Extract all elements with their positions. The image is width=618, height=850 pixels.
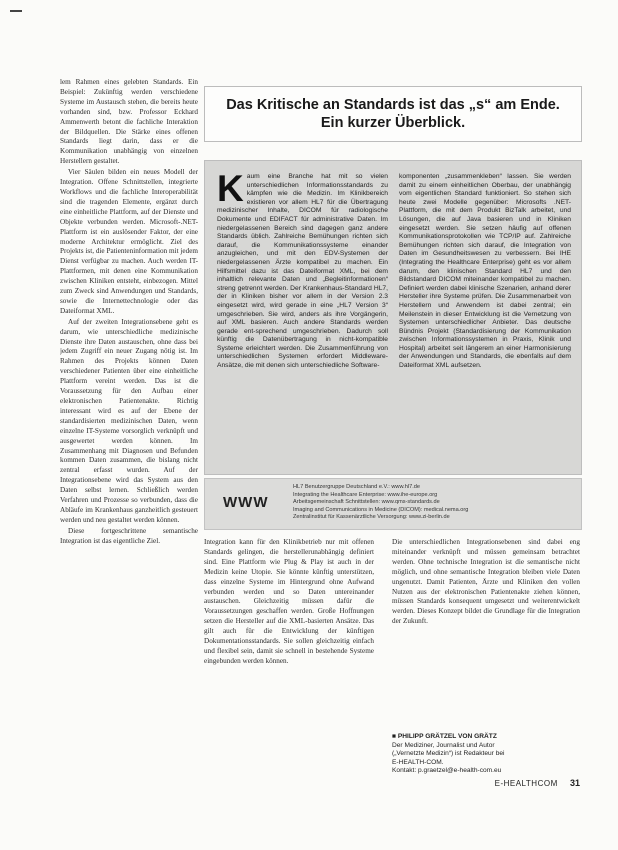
headline-line-1: Das Kritische an Standards ist das „s“ am Ende. bbox=[226, 97, 560, 113]
paragraph: Die unterschiedlichen Integrationsebenen sind dabei eng miteinander verknüpft und müssen gemeinsam betrachtet werden. Ohne technische Integration ist die semantische nicht möglich, und ohne semantische Integration bleiben viele Daten ungenutzt. Damit Patienten, Ärzte und Kliniken den vollen Nutzen aus der elektronischen Patientenakte ziehen können, müssen Standards konsequent umgesetzt und weiterentwickelt werden. Dieses Konzept bildet die Grundlage für die Integration der Zukunft. bbox=[392, 538, 580, 626]
right-text-column bbox=[392, 538, 580, 738]
paragraph: lem Rahmen eines gelebten Standards. Ein Beispiel: Zukünftig werden verschiedene Systeme im Austausch stehen, die bereits heute vorhanden sind, bzw. Professor Eckhard Ammenwerth betont die fachliche Interaktion der Bildquellen. Die Stärke eines offenen Standards liegt darin, dass er die Kommunikation unabhängig von einzelnen Herstellern gestaltet. bbox=[60, 78, 198, 166]
paragraph: Integration kann für den Klinikbetrieb nur mit offenen Standards gelingen, die herstellerunabhängig definiert sind. Eine Plattform wie Plug & Play ist auch in der Medizin keine Utopie. Sie könnte künftig unterstützen, dass einzelne Systeme im Hintergrund ohne Aufwand verbunden werden und so Daten untereinander austauschen. Gleichzeitig müssen dafür die Voraussetzungen geschaffen werden. Große Hoffnungen setzen die Hersteller auf die XML-basierten Ansätze. Das gilt auch für die Entwicklung der künftigen Dokumentationsstandards. Sie sollen gleichzeitig einfach und flexibel sein, damit sie schnell in bestehende Systeme eingebunden werden können. bbox=[204, 538, 374, 665]
byline-marker: ■ bbox=[392, 733, 396, 740]
info-text-2: komponenten „zusammenkleben“ lassen. Sie werden damit zu einem einheitlichen Oberbau, der unabhängig vom eigentlichen Standard funktioniert. So stehen sich heute zwei Modelle gegenüber: Microsofts .NET-Plattform, die mit dem Produkt BizTalk arbeitet, und Lösungen, die auf Java basieren und in Kliniken eingesetzt werden. Sie setzen häufig auf offenen Kommunikationsprotokollen wie TCP/IP auf. Zahlreiche Bemühungen richten sich darauf, die Integration von Daten im Gesundheitswesen zu verbessern. Bei IHE (Integrating the Healthcare Enterprise) geht es vor allem darum, den klinischen Standard HL7 und den Bildstandard DICOM miteinander kompatibel zu machen. Definiert werden dabei klinische Szenarien, anhand derer Hersteller ihre Systeme prüfen. Die Zusammenarbeit von Herstellern und Anwendern ist dabei zentral; ein Meilenstein in dieser Entwicklung ist die Vernetzung von Systemen unterschiedlicher Anbieter. Das deutsche Bündnis Projekt (Standardisierung der Kommunikation zwischen Informationssystemen in Praxis, Klinik und Hospital) arbeitet seit längerem an einer Harmonisierung der Anwendungen und Standards, die ebenfalls auf dem Dateiformat XML aufsetzen. bbox=[399, 173, 571, 370]
paragraph: Diese fortgeschrittene semantische Integration ist das eigentliche Ziel. bbox=[60, 526, 198, 545]
author-bio: E-HEALTH-COM. bbox=[392, 758, 444, 766]
www-label: WWW bbox=[223, 494, 269, 511]
info-box bbox=[204, 160, 582, 475]
drop-cap: K bbox=[217, 173, 244, 209]
author-contact[interactable]: Kontakt: p.graetzel@e-health-com.eu bbox=[392, 767, 502, 775]
crop-mark bbox=[10, 10, 22, 12]
magazine-name: E-HEALTHCOM bbox=[494, 779, 558, 788]
headline-line-2: Ein kurzer Überblick. bbox=[320, 115, 466, 131]
info-column-1 bbox=[217, 173, 388, 467]
info-text-1: aum eine Branche hat mit so vielen unterschiedlichen Informationsstandards zu kämpfen wie die Medizin. Im Klinikbereich existieren vor allem HL7 für die Übertragung medizinischer Inhalte, DICOM für radiologische Dokumente und EDIFACT für administrative Daten. Im niedergelassenen Bereich sind dagegen ganz andere Standards üblich. Zahlreiche Bemühungen richten sich darauf, die Kommunikationssysteme einander anzugleichen, und mit den EDV-Systemen der niedergelassenen Ärzte kompatibel zu machen. Ein Hilfsmittel dazu ist das Dateiformat XML, bei dem inhaltlich relevante Daten und „Begleitinformationen“ streng getrennt werden. Der Krankenhaus-Standard HL7, der in Kliniken bisher vor allem in der Version 2.3 eingesetzt wird, wird gerade in eine „HL7 Version 3“ umgeschrieben. Sie wird, anders als ihre Vorgängerin, auf XML basieren. Auch andere Standards werden gerade ent-sprechend umgeschrieben. Dadurch soll künftig die Datenübertragung in nicht-kompatible Systeme erleichtert werden. Die Zusammenführung von unterschiedlichen Systemen erfordert Middleware-Ansätze, die mit denen sich unterschiedliche Software- bbox=[217, 173, 388, 370]
author-name: PHILIPP GRÄTZEL VON GRÄTZ bbox=[397, 733, 497, 740]
www-link[interactable]: Arbeitsgemeinschaft Schnittstellen: www.qms-standards.de bbox=[293, 499, 440, 506]
author-bio: Der Mediziner, Journalist und Autor bbox=[392, 741, 495, 749]
www-box bbox=[204, 478, 582, 530]
www-link[interactable]: Integrating the Healthcare Enterprise: www.ihe-europe.org bbox=[293, 491, 438, 498]
author-bio: („Vernetzte Medizin“) ist Redakteur bei bbox=[392, 750, 505, 758]
page-number: 31 bbox=[569, 778, 580, 788]
author-byline bbox=[392, 733, 580, 776]
middle-text-column bbox=[204, 538, 374, 800]
info-column-2 bbox=[399, 173, 571, 467]
www-link[interactable]: Zentralinstitut für Kassenärztliche Versorgung: www.zi-berlin.de bbox=[293, 514, 450, 521]
www-link[interactable]: HL7 Benutzergruppe Deutschland e.V.: www.hl7.de bbox=[293, 484, 420, 490]
www-links bbox=[293, 484, 575, 522]
paragraph: Auf der zweiten Integrationsebene geht es darum, wie unterschiedliche medizinische Dienste ihre Daten austauschen, ohne dass bei jedem Zugriff ein neuer Zugang nötig ist. Im Rahmen des Projekts können Daten verschiedener Patienten über eine einheitliche Plattform vereint werden. Das ist die Voraussetzung für den Aufbau einer elektronischen Patientenakte. Richtig interessant wird es auf der Ebene der standardisierten medizinischen Daten, wenn einzelne IT-Systeme vorsorglich verknüpft und ausgewertet werden können. Im Zusammenhang mit Diagnosen und Befunden kommen Daten zusammen, die bislang nicht zentral erfasst wurden. Auf der Integrationsebene wird das System aus den Daten selbst lernen. Schließlich werden Verfahren und Prozesse so verbunden, dass die Abläufe im Krankenhaus ganzheitlich gesteuert werden und neu gestaltet werden können. bbox=[60, 317, 198, 524]
www-link[interactable]: Imaging and Communications in Medicine (DICOM): medical.nema.org bbox=[293, 506, 469, 513]
headline-box bbox=[204, 86, 582, 142]
page-footer bbox=[495, 778, 580, 788]
paragraph: Vier Säulen bilden ein neues Modell der Integration. Offene Schnittstellen, integrierte Workflows und die fachliche Interoperabilität sind die tragenden Elemente, ergänzt durch eine einheitliche Plattform, auf der Dienste und Objekte verbunden werden. Microsoft-.NET-Plattform ist ein auslösender Faktor, der eine moderne Architektur ermöglicht. Ziel des Projekts ist, die Patienteninformation mit jedem Dienst verfügbar zu machen. Auch werden IT-Plattformen, mit denen eine Kommunikation zwischen Kliniken entsteht, einbezogen. Mittel zum Zweck sind Anwendungen und Standards, sowie die Internettechnologie oder das Dateiformat XML. bbox=[60, 168, 198, 315]
left-text-column bbox=[60, 78, 198, 800]
